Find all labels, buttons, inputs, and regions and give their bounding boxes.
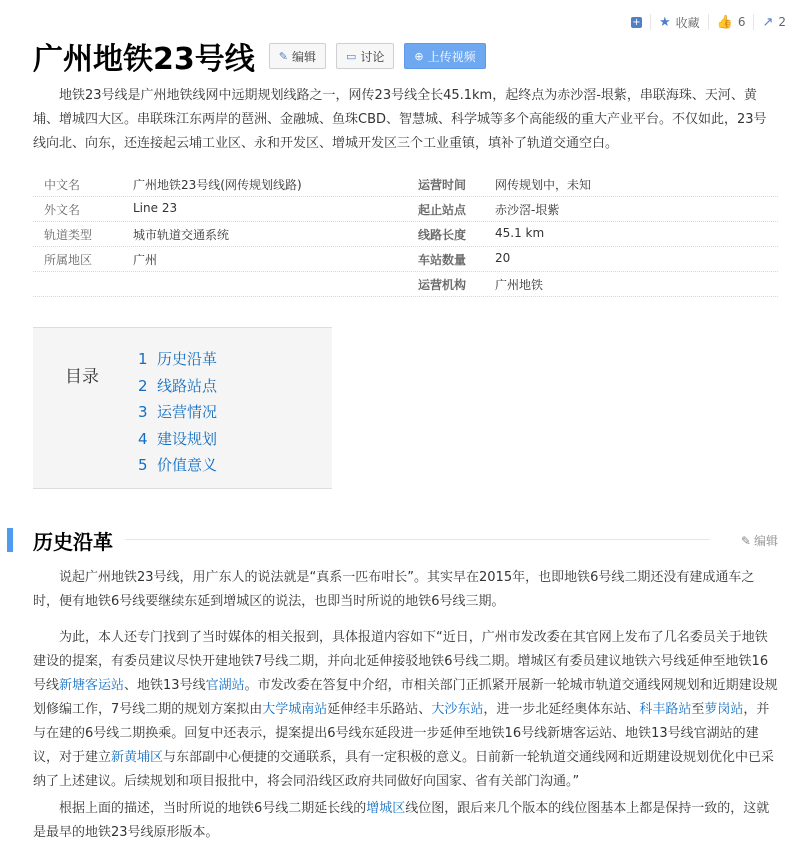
section-accent-bar	[7, 528, 13, 552]
toc-item[interactable]	[138, 426, 217, 453]
pencil-icon: ✎	[740, 533, 751, 548]
upload-plus-icon: ⊕	[414, 49, 424, 63]
text-span: 线位图，跟后来几个版本的线位图基本上都是保持一致的，这就是最早的地铁23号线原形版本。	[33, 801, 770, 840]
collect-button[interactable]	[650, 14, 708, 30]
info-value: 45.1 km	[495, 225, 545, 240]
link-new-huangpu[interactable]: 新黄埔区	[111, 750, 164, 765]
link-xintang-station[interactable]: 新塘客运站	[59, 678, 125, 693]
history-paragraph-3	[33, 797, 778, 845]
chat-icon: ▭	[345, 49, 357, 63]
section-edit-button[interactable]	[741, 532, 778, 549]
link-zengcheng[interactable]: 增城区	[366, 801, 406, 816]
collect-label: 收藏	[675, 15, 700, 30]
text-span: 至	[691, 702, 705, 717]
table-of-contents	[33, 327, 332, 489]
text-span: 为此，本人还专门找到了当时媒体的相关报到，具体报道内容如下“近日，广州市发改委在其官网上发布了几名委员关于地铁建设的提案，有委员建议尽快开建地铁7号线二期，并向北延伸接驳地铁6号线二期。增城区有委员建议地铁六号线延伸至地铁16号线	[33, 630, 769, 693]
info-value: 广州地铁23号线(网传规划线路)	[133, 177, 302, 192]
toc-link[interactable]: 历史沿革	[157, 350, 218, 368]
section-title: 历史沿革	[33, 530, 113, 554]
info-value: 网传规划中，未知	[495, 177, 592, 192]
text-span: 。市发改委在答复中介绍，市相关部门正抓紧开展新一轮城市轨道交通线网规划和近期建设规划修编工作，7号线二期的规划方案拟由	[33, 678, 778, 717]
share-icon: ↗	[762, 14, 774, 30]
toc-num: 3	[138, 403, 148, 421]
link-kefeng-road[interactable]: 科丰路站	[639, 702, 692, 717]
infobox-row	[33, 222, 778, 247]
info-key: 运营机构	[418, 277, 467, 292]
toc-num: 1	[138, 350, 148, 368]
info-key: 所属地区	[44, 252, 93, 267]
info-value: 城市轨道交通系统	[133, 227, 230, 242]
thumbs-up-icon: 👍	[716, 14, 733, 30]
link-luogang-station[interactable]: 萝岗站	[704, 702, 744, 717]
upload-video-button[interactable]	[404, 43, 485, 69]
page-title: 广州地铁23号线	[33, 42, 255, 77]
link-university-town-south[interactable]: 大学城南站	[262, 702, 328, 717]
edit-button[interactable]	[269, 43, 326, 69]
plus-icon: +	[632, 16, 641, 28]
info-key: 起止站点	[418, 202, 467, 217]
text-span: 根据上面的描述，当时所说的地铁6号线二期延长线的	[59, 801, 367, 816]
discuss-button[interactable]	[336, 43, 394, 69]
info-key: 中文名	[44, 177, 81, 192]
infobox-row	[33, 172, 778, 197]
share-button[interactable]	[753, 14, 794, 30]
infobox-row	[33, 247, 778, 272]
upload-label: 上传视频	[427, 49, 476, 64]
info-key: 线路长度	[418, 227, 467, 242]
toc-item[interactable]	[138, 399, 217, 426]
section-divider	[125, 539, 710, 540]
toc-link[interactable]: 建设规划	[157, 429, 218, 448]
share-count: 2	[778, 15, 786, 29]
toc-item[interactable]	[138, 452, 217, 479]
link-dasha-east[interactable]: 大沙东站	[431, 702, 484, 717]
history-paragraph-2	[33, 626, 778, 794]
text-span: ，进一步北延经奥体东站、	[483, 702, 640, 717]
info-key: 运营时间	[418, 177, 467, 192]
infobox-row	[33, 197, 778, 222]
discuss-label: 讨论	[360, 49, 385, 64]
pencil-icon: ✎	[278, 49, 288, 63]
text-span: ，并与在建的6号线二期换乘。回复中还表示，提案提出6号线东延段进一步延伸至地铁16号线新塘客运站、地铁13号线官湖站的建议，对于建立	[33, 702, 770, 765]
like-count: 6	[737, 15, 746, 29]
toc-item[interactable]	[138, 346, 217, 373]
star-icon: ★	[658, 14, 671, 30]
toc-item[interactable]	[138, 373, 217, 400]
toc-label: 目录	[65, 367, 99, 387]
toc-link[interactable]: 价值意义	[157, 456, 218, 474]
text-span: 与东部副中心便捷的交通联系，具有一定积极的意义。日前新一轮轨道交通线网和近期建设规划优化中已采纳了上述建议。后续规划和项目报批中，将会同沿线区政府共同做好向国家、省有关部门沟通。”	[33, 750, 775, 789]
info-value: 赤沙滘-垠紫	[495, 202, 560, 217]
info-key: 轨道类型	[44, 227, 93, 242]
toc-num: 2	[138, 376, 148, 395]
section-edit-label: 编辑	[753, 534, 778, 548]
intro-paragraph: 地铁23号线是广州地铁线网中远期规划线路之一，网传23号线全长45.1km，起终点为赤沙滘-垠紫，串联海珠、天河、黄埔、增城四大区。串联珠江东两岸的琶洲、金融城、鱼珠CBD、智慧城、科学城等多个高能级的重大产业平台。不仅如此，23号线向北、向东，还连接起云埔工业区、永和开发区、增城开发区三个工业重镇，填补了轨道交通空白。	[33, 88, 767, 151]
title-row	[33, 34, 486, 78]
top-action-bar	[623, 14, 794, 30]
toc-num: 5	[138, 456, 148, 474]
edit-label: 编辑	[291, 49, 316, 64]
info-key: 外文名	[44, 202, 81, 217]
text-span: 、地铁13号线	[124, 678, 206, 693]
link-guanhu-station[interactable]: 官湖站	[205, 678, 245, 693]
info-key: 车站数量	[418, 252, 467, 267]
info-value: 广州	[133, 252, 158, 267]
toc-num: 4	[138, 429, 148, 448]
infobox	[33, 172, 778, 297]
info-value: 广州地铁	[495, 277, 544, 292]
info-value: 20	[495, 250, 511, 265]
add-button[interactable]	[623, 14, 650, 30]
info-value: Line 23	[133, 200, 178, 215]
toc-link[interactable]: 线路站点	[157, 376, 218, 395]
history-paragraph-1: 说起广州地铁23号线，用广东人的说法就是“真系一匹布咁长”。其实早在2015年，也即地铁6号线二期还没有建成通车之时，便有地铁6号线要继续东延到增城区的说法，也即当时所说的地铁6号线三期。	[33, 570, 755, 609]
infobox-row	[33, 272, 778, 297]
toc-link[interactable]: 运营情况	[157, 403, 218, 421]
like-button[interactable]	[708, 14, 754, 30]
text-span: 延伸经丰乐路站、	[327, 702, 432, 717]
section-header	[0, 526, 800, 554]
